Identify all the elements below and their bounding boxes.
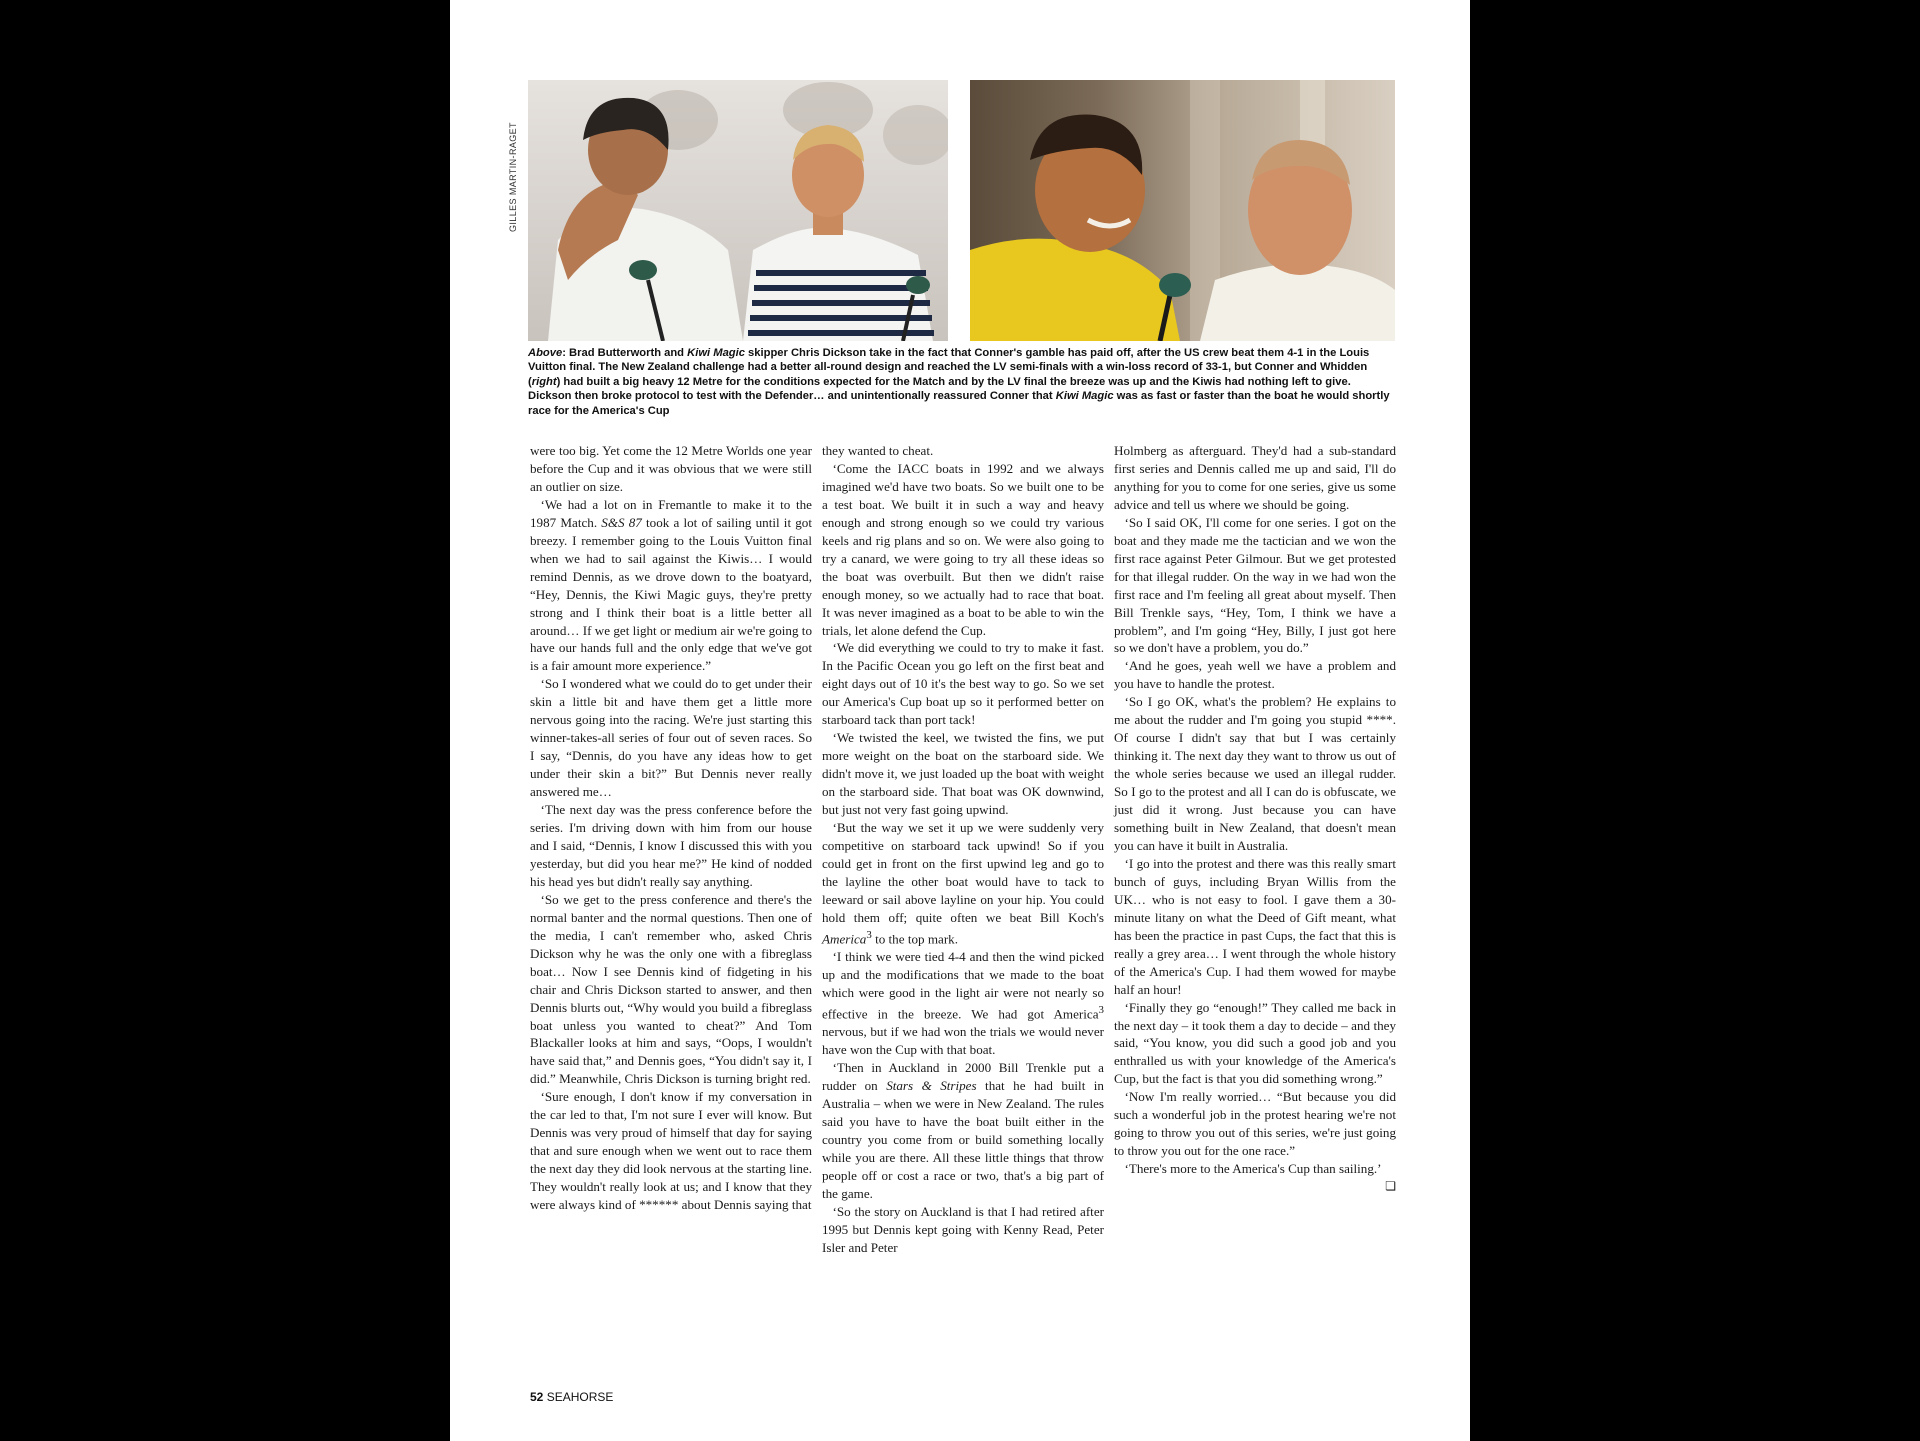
- paragraph: ‘Come the IACC boats in 1992 and we always imagined we'd have two boats. So we built one to be a test boat. We built it in such a way and heavy enough and strong enough so we could try various keels and rig plans and so on. We were also going to try a canard, we were going to try all these ideas so the boat was overbuilt. But then we didn't raise enough money, so we actually had to race that boat. It was never imagined as a boat to be able to win the trials, let alone defend the Cup.: [822, 460, 1104, 638]
- paragraph: ‘So I wondered what we could do to get under their skin a little bit and have them get a little more nervous going into the racing. We're just starting this winner-takes-all series of four out of seven races. So I say, “Dennis, do you have any ideas how to get under their skin a bit?” But Dennis never really answered me…: [530, 676, 812, 800]
- paragraph: ‘We twisted the keel, we twisted the fins, we put more weight on the boat on the starboard side. We didn't move it, we just loaded up the boat with weight on the starboard side. That boat was OK downwind, but just not very fast going upwind.: [822, 730, 1104, 818]
- paragraph: ‘The next day was the press conference before the series. I'm driving down with him from our house and I said, “Dennis, I know I discussed this with you yesterday, but did you hear me?” He kind of nodded his head yes but didn't really say anything.: [530, 802, 812, 889]
- article-column-2: [822, 442, 1104, 1257]
- photo-caption: Above: Brad Butterworth and Kiwi Magic skipper Chris Dickson take in the fact that Conner's gamble has paid off, after the US crew beat them 4-1 in the Louis Vuitton final. The New Zealand challenge had a better all-round design and reached the LV semi-finals with a win-loss record of 33-1, but Conner and Whidden (right) had built a big heavy 12 Metre for the conditions expected for the Match and by the LV final the breeze was up and the Kiwis had nothing left to give. Dickson then broke protocol to test with the Defender… and unintentionally reassured Conner that Kiwi Magic was as fast or faster than the boat he would shortly race for the America's Cup: [528, 347, 1390, 417]
- paragraph: ‘We had a lot on in Fremantle to make it to the 1987 Match. S&S 87 took a lot of sailing until it got breezy. I remember going to the Louis Vuitton final when we had to sail against the Kiwis… I would remind Dennis, as we drove down to the boatyard, “Hey, Dennis, the Kiwi Magic guys, they're pretty strong and I think their boat is a little better all around… If we get light or medium air we're going to have our hands full and the only edge that we've got is a fair amount more experience.”: [530, 496, 812, 674]
- paragraph: were too big. Yet come the 12 Metre Worlds one year before the Cup and it was obvious that we were still an outlier on size.: [530, 443, 812, 494]
- press-conference-photo-left: [528, 80, 948, 341]
- page-footer: [530, 1390, 613, 1404]
- paragraph: ‘We did everything we could to try to make it fast. In the Pacific Ocean you go left on the first beat and eight days out of 10 it's the best way to go. So we set our America's Cup boat up so it performed better on starboard tack than port tack!: [822, 640, 1104, 728]
- paragraph: ‘Finally they go “enough!” They called me back in the next day – it took them a day to decide – and they said, “You know, you did such a good job and you enthralled us with your knowledge of the America's Cup, but the fact is that you did something wrong.”: [1114, 999, 1396, 1087]
- magazine-page: [450, 0, 1470, 1441]
- photo-credit: GILLES MARTIN-RAGET: [508, 122, 518, 232]
- article-column-1: [530, 442, 812, 1214]
- paragraph: ‘So I said OK, I'll come for one series. I got on the boat and they made me the tactician and we won the first race against Peter Gilmour. But we get protested for that illegal rudder. On the way in we had won the first race and I'm feeling all great about myself. Then Bill Trenkle says, “Hey, Tom, I think we have a problem”, and I'm going “Hey, Billy, I just got here so we don't have a problem, you do.”: [1114, 514, 1396, 656]
- paragraph: ‘Now I'm really worried… “But because you did such a wonderful job in the protest hearing we're not going to throw you out of this series, we're just going to throw you out for the one race.”: [1114, 1089, 1396, 1159]
- paragraph: ‘So I go OK, what's the problem? He explains to me about the rudder and I'm going you stupid ****. Of course I didn't say that but I was certainly thinking it. The next day they want to throw us out of the whole series because we used an illegal rudder. So I go to the protest and all I can do is obfuscate, we just did it wrong. Just because you can have something built in New Zealand, that doesn't mean you can have it built in Australia.: [1114, 694, 1396, 853]
- article-column-3: [1114, 442, 1396, 1196]
- paragraph: ‘Sure enough, I don't know if my conversation in the car led to that, I'm not sure I ever will know. But Dennis was very proud of himself that day for saying that and sure enough when we went out to race them the next day they did look nervous at the starting line. They wouldn't really look at us; and I know that they were always kind of ****** about Dennis saying that: [530, 1089, 812, 1213]
- paragraph: Holmberg as afterguard. They'd had a sub-standard first series and Dennis called me up and said, I'll do anything for you to come for one series, give us some advice and tell us where we should be going.: [1114, 443, 1396, 512]
- magazine-name: SEAHORSE: [546, 1390, 614, 1404]
- paragraph: ‘I think we were tied 4-4 and then the wind picked up and the modifications that we made to the boat which were good in the light air were not nearly so effective in the breeze. We had got America$^3$ nervous, but if we had won the trials we would never have won the Cup with that boat.: [822, 949, 1104, 1058]
- paragraph: ‘So we get to the press conference and there's the normal banter and the normal questions. Then one of the media, I can't remember who, asked Chris Dickson why he was the only one with a fibreglass boat… Now I see Dennis kind of fidgeting in his chair and Chris Dickson started to answer, and then Dennis blurts out, “Why would you build a fibreglass boat unless you wanted to cheat?” And Tom Blackaller looks at him and says, “Oops, I wouldn't have said that,” and Dennis goes, “You didn't say it, I did.” Meanwhile, Chris Dickson is turning bright red.: [530, 891, 812, 1087]
- paragraph: ‘So the story on Auckland is that I had retired after 1995 but Dennis kept going with Kenny Read, Peter Isler and Peter: [822, 1203, 1104, 1255]
- caption-lead: Above: [528, 347, 563, 359]
- paragraph: ‘And he goes, yeah well we have a problem and you have to handle the protest.: [1114, 658, 1396, 692]
- press-conference-photo-right: [970, 80, 1395, 341]
- paragraph: ‘I go into the protest and there was this really smart bunch of guys, including Bryan Willis from the UK… who is not easy to fool. I gave them a 30-minute litany on what the Deed of Gift meant, what has been the practice in past Cups, the fact that this is really a grey area… I went through the whole history of the America's Cup. I had them wowed for maybe half an hour!: [1114, 855, 1396, 997]
- photo-butterworth-dickson: [528, 80, 948, 341]
- paragraph: ‘Then in Auckland in 2000 Bill Trenkle put a rudder on Stars & Stripes that he had built in Australia – when we were in New Zealand. The rules said you have to have the boat built either in the country you come from or build something locally while you are there. All these little things that throw people off or cost a race or two, that's a big part of the game.: [822, 1060, 1104, 1201]
- paragraph: ‘But the way we set it up we were suddenly very competitive on starboard tack upwind! So if you could get in front on the first upwind leg and go to the layline the other boat would have to tack to leeward or sail above layline on your hip. You could hold them off; quite often we beat Bill Koch's America$^3$ to the top mark.: [822, 820, 1104, 947]
- end-mark-icon: ❏: [1385, 1179, 1396, 1194]
- paragraph: ‘There's more to the America's Cup than sailing.’ ❏: [1114, 1160, 1396, 1178]
- paragraph: they wanted to cheat.: [822, 443, 934, 458]
- caption-boat-name: Kiwi Magic: [687, 347, 745, 359]
- photo-conner-whidden: [970, 80, 1395, 341]
- page-number: 52: [530, 1390, 544, 1404]
